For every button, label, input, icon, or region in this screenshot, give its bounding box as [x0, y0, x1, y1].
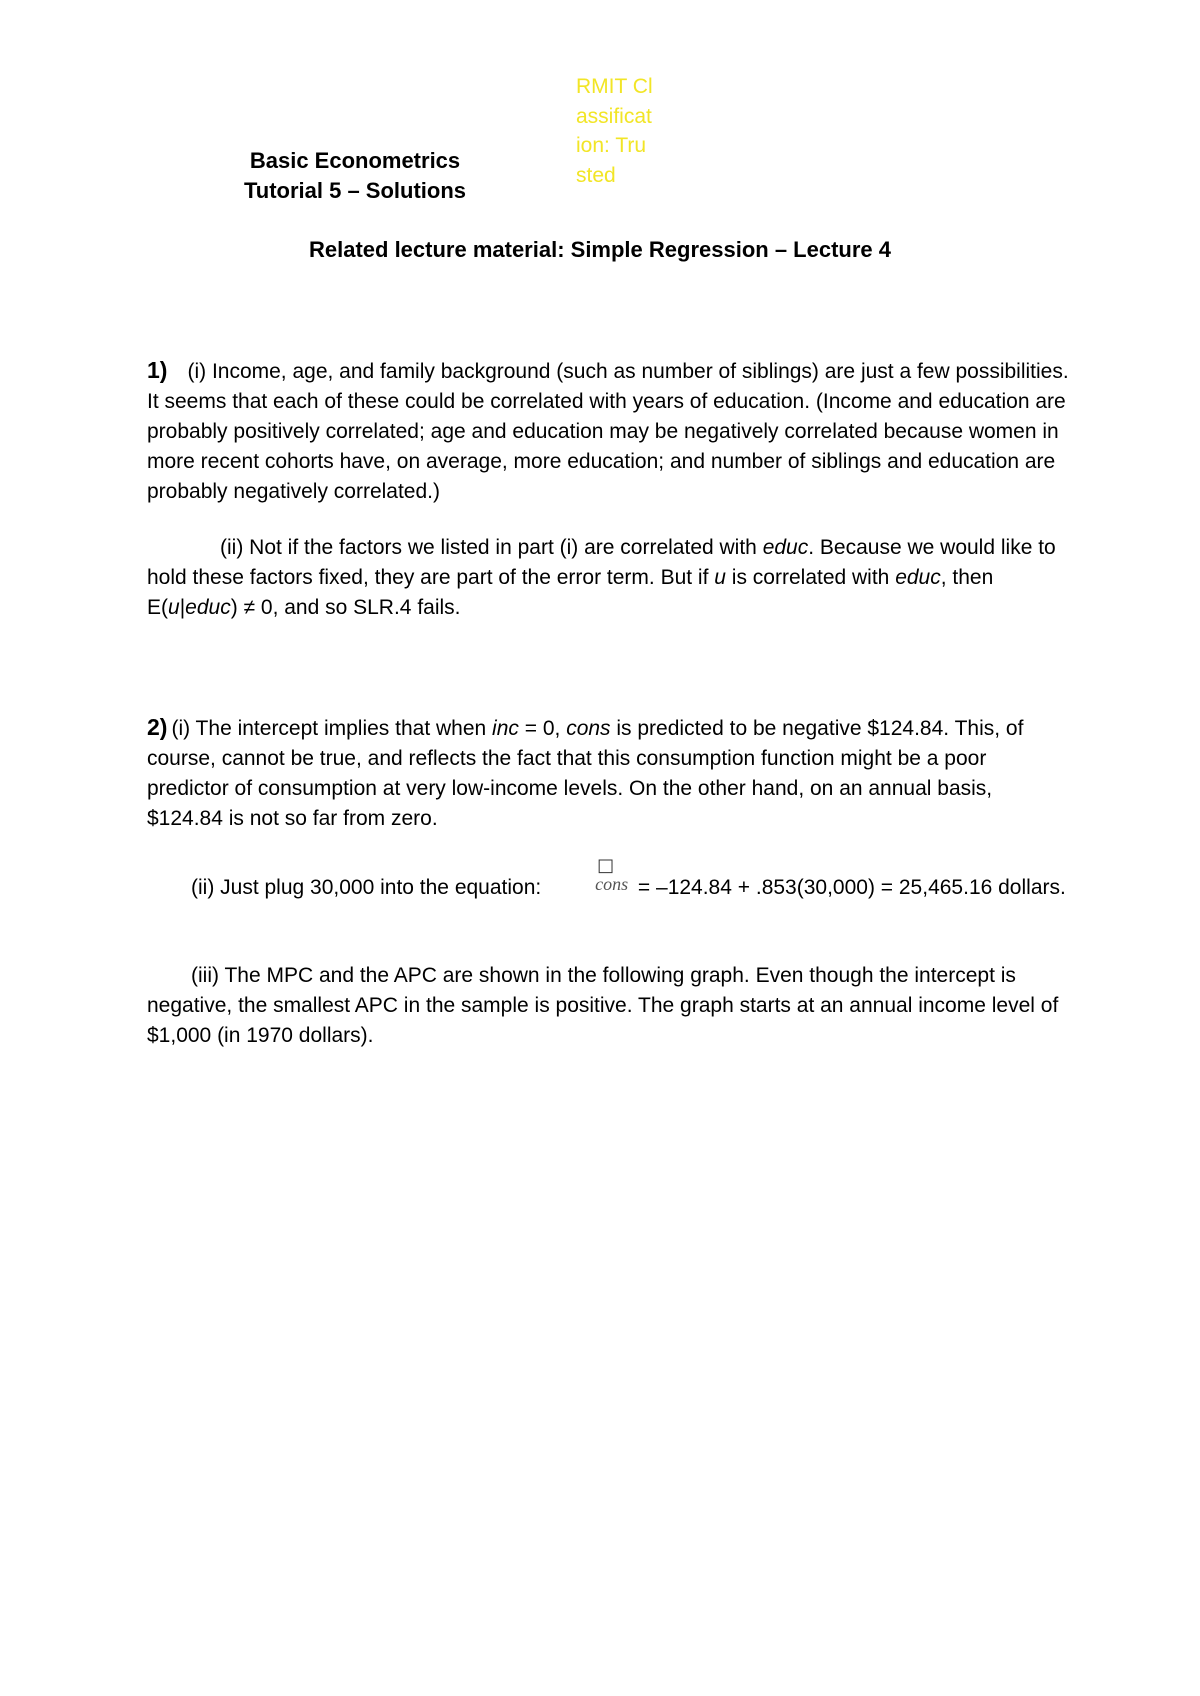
q1-ii-text-b: . Because we would like to hold these factors fixed, they are part of the error term. But if: [147, 536, 1056, 589]
classification-label: RMIT Classification: Trusted: [576, 75, 653, 187]
question-1-number: 1): [147, 357, 168, 383]
related-lecture-heading: Related lecture material: Simple Regression – Lecture 4: [308, 237, 891, 262]
q2-i-text-b: = 0,: [518, 717, 567, 740]
q2-ii-text-a: (ii) Just plug 30,000 into the equation:: [191, 876, 548, 899]
document-title: [240, 146, 470, 206]
q1-ii-text-d: , then E(: [147, 566, 994, 619]
question-2-part-iii: (iii) The MPC and the APC are shown in the following graph. Even though the intercept is negative, the smallest APC in the sample is positive. The graph starts at an annual income level of $1,000 (in 1970 dollars).: [147, 964, 1059, 1047]
hat-icon: □: [597, 855, 615, 876]
course-title: Basic Econometrics: [249, 148, 461, 173]
question-2-number: 2): [147, 714, 168, 740]
q1-ii-text-c: is correlated with: [725, 566, 896, 589]
u-variable: u: [714, 566, 726, 589]
q2-i-text-a: (i) The intercept implies that when: [171, 717, 493, 740]
q1-ii-text-a: (ii) Not if the factors we listed in part (i) are correlated with: [220, 536, 763, 559]
educ-variable: educ: [762, 536, 809, 559]
cons-hat-label: cons: [595, 874, 629, 894]
cons-variable: cons: [566, 717, 611, 740]
question-1-part-i-text: (i) Income, age, and family background (such as number of siblings) are just a few possibilities. It seems that each of these could be correlated with years of education. (Income and education are probably positively correlated; age and education may be negatively correlated because women in more recent cohorts have, on average, more education; and number of siblings and education are probably negatively correlated.): [147, 360, 1069, 503]
conditional-bar: |: [179, 596, 186, 619]
q1-ii-text-e: ) ≠ 0, and so SLR.4 fails.: [230, 596, 461, 619]
tutorial-title: Tutorial 5 – Solutions: [243, 178, 467, 203]
educ-variable: educ: [895, 566, 941, 589]
q2-ii-text-b: = –124.84 + .853(30,000) = 25,465.16 dollars.: [632, 876, 1066, 899]
question-2-part-ii: [147, 855, 1072, 903]
cons-hat-equation-image: [551, 855, 629, 899]
question-1-part-ii: [147, 533, 1072, 623]
inc-variable: inc: [492, 717, 519, 740]
u-variable: u: [168, 596, 180, 619]
q2-i-text-c: is predicted to be negative $124.84. This, of course, cannot be true, and reflects the fact that this consumption function might be a poor predictor of consumption at very low-income levels. On the other hand, on an annual basis, $124.84 is not so far from zero.: [147, 717, 1024, 830]
question-1-part-i: [147, 355, 1072, 507]
educ-variable: educ: [185, 596, 231, 619]
question-2-part-i: [147, 712, 1072, 834]
